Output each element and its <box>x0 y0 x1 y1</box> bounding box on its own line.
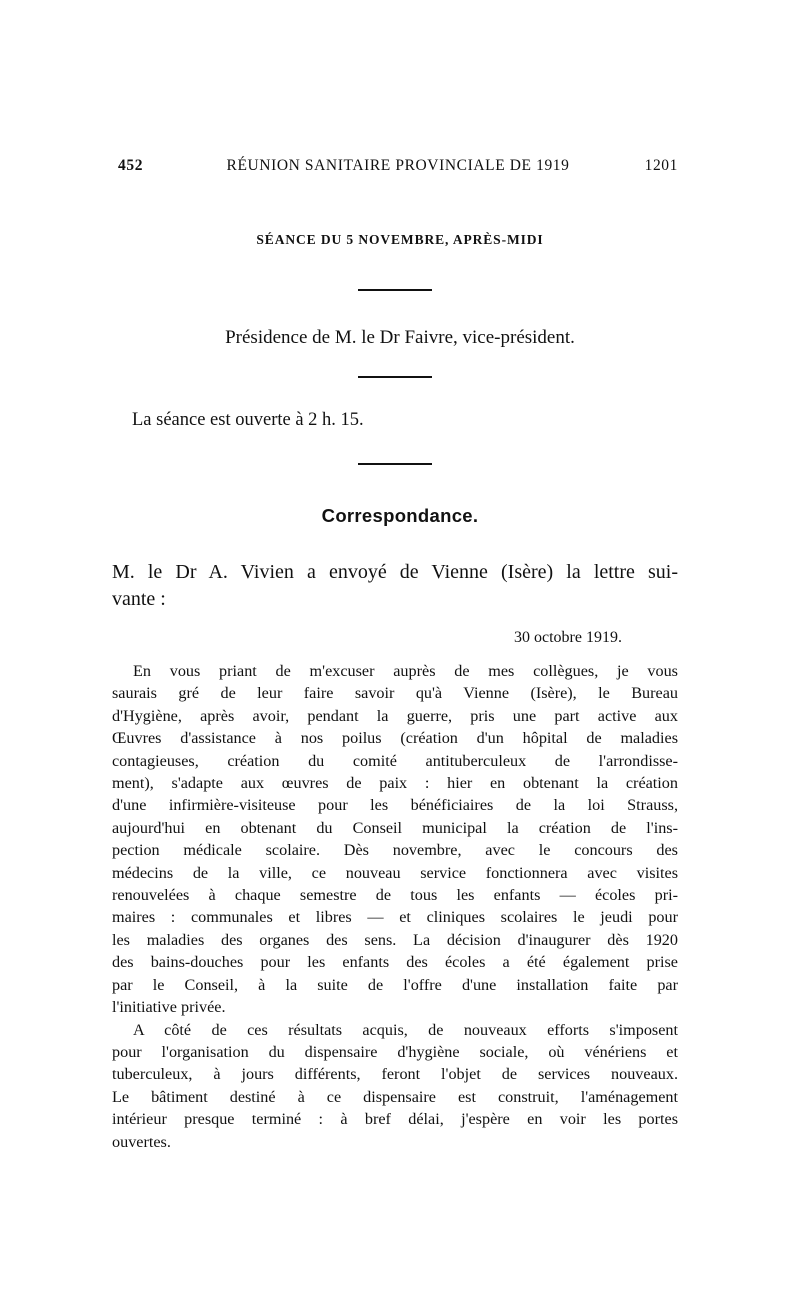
intro-line: M. le Dr A. Vivien a envoyé de Vienne (Isère) la lettre sui- <box>112 561 678 583</box>
presidency-line: Présidence de M. le Dr Faivre, vice-président. <box>225 327 575 348</box>
text-line: l'initiative privée. <box>112 998 226 1017</box>
letter-paragraph <box>112 1019 678 1153</box>
text-line: Œuvres d'assistance à nos poilus (création d'un hôpital de maladies <box>112 729 678 748</box>
running-title: RÉUNION SANITAIRE PROVINCIALE DE 1919 <box>226 157 570 174</box>
text-line: intérieur presque terminé : à bref délai, j'espère en voir les portes <box>112 1110 678 1129</box>
text-line: des bains-douches pour les enfants des écoles a été également prise <box>112 953 678 972</box>
page-reference: 1201 <box>644 157 678 174</box>
page-number: 452 <box>118 157 144 174</box>
text-line: ouvertes. <box>112 1132 171 1151</box>
text-line: aujourd'hui en obtenant du Conseil municipal la création de l'ins- <box>112 818 678 837</box>
intro-paragraph <box>112 559 678 613</box>
text-line: maires : communales et libres — et cliniques scolaires le jeudi pour <box>112 908 678 927</box>
text-line: tuberculeux, à jours différents, feront l'objet de services nouveaux. <box>112 1065 678 1084</box>
running-head <box>118 157 678 179</box>
text-line: Le bâtiment destiné à ce dispensaire est construit, l'aménagement <box>112 1087 678 1106</box>
session-title: SÉANCE DU 5 NOVEMBRE, APRÈS-MIDI <box>256 232 544 247</box>
opening-line: La séance est ouverte à 2 h. 15. <box>132 410 364 430</box>
text-line: les maladies des organes des sens. La décision d'inaugurer dès 1920 <box>112 930 678 949</box>
text-line: d'une infirmière-visiteuse pour les bénéficiaires de la loi Strauss, <box>112 796 678 815</box>
text-line: En vous priant de m'excuser auprès de mes collègues, je vous <box>133 662 678 680</box>
intro-line: vante : <box>112 588 166 610</box>
divider-rule <box>358 376 432 378</box>
text-line: médecins de la ville, ce nouveau service fonctionnera avec visites <box>112 863 678 882</box>
text-line: pour l'organisation du dispensaire d'hygiène sociale, où vénériens et <box>112 1042 678 1061</box>
divider-rule <box>358 289 432 291</box>
text-line: saurais gré de leur faire savoir qu'à Vienne (Isère), le Bureau <box>112 684 678 703</box>
text-line: pection médicale scolaire. Dès novembre, avec le concours des <box>112 841 678 860</box>
section-heading: Correspondance. <box>321 505 479 526</box>
letter-paragraph <box>112 660 678 1019</box>
text-line: par le Conseil, à la suite de l'offre d'une installation faite par <box>112 975 678 994</box>
text-line: A côté de ces résultats acquis, de nouveaux efforts s'imposent <box>133 1020 678 1039</box>
text-line: d'Hygiène, après avoir, pendant la guerre, pris une part active aux <box>112 706 678 725</box>
text-line: contagieuses, création du comité antituberculeux de l'arrondisse- <box>112 751 678 770</box>
letter-body <box>112 660 678 1153</box>
letter-date: 30 octobre 1919. <box>514 629 622 646</box>
divider-rule <box>358 463 432 465</box>
text-line: ment), s'adapte aux œuvres de paix : hier en obtenant la création <box>112 774 678 793</box>
text-line: renouvelées à chaque semestre de tous les enfants — écoles pri- <box>112 886 678 905</box>
